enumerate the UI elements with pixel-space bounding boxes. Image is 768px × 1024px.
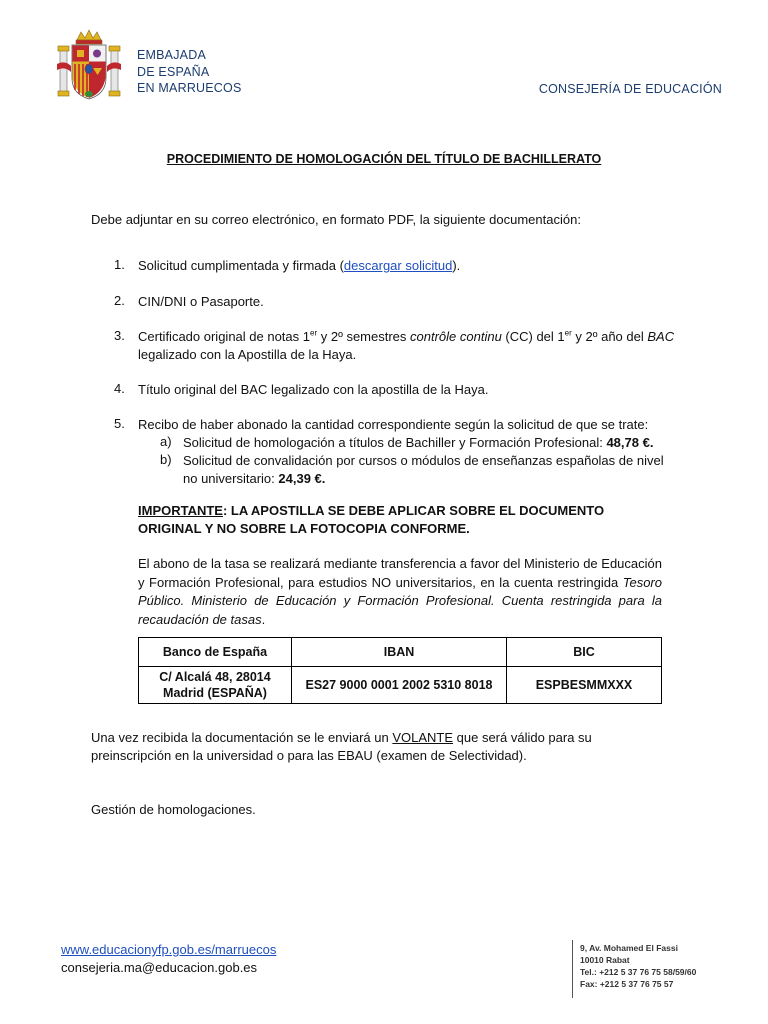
table-header: Banco de España xyxy=(139,638,292,667)
volante-paragraph xyxy=(91,729,671,765)
item-text: Solicitud cumplimentada y firmada ( xyxy=(138,258,344,273)
address-line: 9, Av. Mohamed El Fassi xyxy=(580,943,678,953)
table-row xyxy=(139,667,662,704)
table-header-row xyxy=(139,638,662,667)
list-item: Recibo de haber abonado la cantidad correspondiente según la solicitud de que se trate: xyxy=(138,417,649,432)
item-text: ). xyxy=(452,258,461,273)
sublist-letter: b) xyxy=(160,452,172,467)
closing-text: Gestión de homologaciones. xyxy=(91,802,256,817)
volante-text: que será válido para su preinscripción en la universidad o para las EBAU (examen de Selectividad). xyxy=(91,730,592,763)
list-number: 2. xyxy=(114,293,125,308)
embassy-line: EMBAJADA xyxy=(137,48,206,62)
item-text: no universitario: xyxy=(183,471,279,486)
table-cell: ES27 9000 0001 2002 5310 8018 xyxy=(292,667,507,704)
footer-divider xyxy=(572,940,573,998)
fee-amount: 48,78 €. xyxy=(606,435,654,450)
superscript: er xyxy=(310,328,318,338)
volante-text: Una vez recibida la documentación se le enviará un xyxy=(91,730,393,745)
superscript: er xyxy=(564,328,572,338)
list-item xyxy=(138,328,678,364)
important-text: : LA APOSTILLA SE DEBE APLICAR SOBRE EL DOCUMENTO ORIGINAL Y NO SOBRE LA FOTOCOPIA CONFORME. xyxy=(138,503,605,536)
address-line: Fax: +212 5 37 76 75 57 xyxy=(580,979,674,989)
fee-amount: 24,39 €. xyxy=(278,471,326,486)
email-address: consejeria.ma@educacion.gob.es xyxy=(61,960,258,975)
fee-text: El abono de la tasa se realizará mediante transferencia a favor del Ministerio de Educación y Formación Profesional, para estudios NO universitarios, en la cuenta restringida xyxy=(138,556,662,590)
important-notice xyxy=(138,502,668,538)
department-name: CONSEJERÍA DE EDUCACIÓN xyxy=(538,82,722,96)
embassy-line: DE ESPAÑA xyxy=(137,64,210,79)
important-label: IMPORTANTE xyxy=(138,503,223,518)
fee-paragraph xyxy=(138,555,662,629)
table-cell: ESPBESMMXXX xyxy=(507,667,662,704)
table-header: IBAN xyxy=(292,638,507,667)
list-number: 1. xyxy=(114,257,125,272)
embassy-name xyxy=(137,47,242,97)
embassy-line: EN MARRUECOS xyxy=(137,81,242,95)
sublist-item xyxy=(183,452,664,488)
item-text: legalizado con la Apostilla de la Haya. xyxy=(138,347,357,362)
website-link[interactable]: www.educacionyfp.gob.es/marruecos xyxy=(61,942,277,957)
item-italic: contrôle continu xyxy=(410,329,502,344)
item-text: Certificado original de notas 1 xyxy=(138,329,310,344)
item-italic: BAC xyxy=(647,329,675,344)
list-number: 5. xyxy=(114,416,125,431)
sublist-letter: a) xyxy=(160,434,172,449)
list-item xyxy=(138,257,460,275)
list-item: Título original del BAC legalizado con la apostilla de la Haya. xyxy=(138,382,489,397)
address-line: Tel.: +212 5 37 76 75 58/59/60 xyxy=(580,967,697,977)
item-text: (CC) del 1 xyxy=(501,329,565,344)
item-text: Solicitud de convalidación por cursos o módulos de enseñanzas españolas de nivel xyxy=(183,453,664,468)
sublist-item xyxy=(183,434,653,452)
bank-table xyxy=(138,637,662,704)
fee-text: . xyxy=(261,611,266,627)
coat-of-arms-icon xyxy=(57,28,121,102)
download-form-link[interactable]: descargar solicitud xyxy=(343,258,453,273)
page-title: PROCEDIMIENTO DE HOMOLOGACIÓN DEL TÍTULO DE BACHILLERATO xyxy=(166,152,602,166)
item-text: y 2º año del xyxy=(571,329,648,344)
table-header: BIC xyxy=(507,638,662,667)
list-number: 4. xyxy=(114,381,125,396)
intro-text: Debe adjuntar en su correo electrónico, en formato PDF, la siguiente documentación: xyxy=(91,212,581,227)
item-text: y 2º semestres xyxy=(317,329,411,344)
volante-word: VOLANTE xyxy=(392,730,454,745)
fee-italic: Tesoro Público. Ministerio de Educación y Formación Profesional. Cuenta restringida para la recaudación de tasas xyxy=(138,574,662,627)
table-cell: C/ Alcalá 48, 28014 Madrid (ESPAÑA) xyxy=(139,667,292,704)
footer-address xyxy=(580,942,696,990)
address-line: 10010 Rabat xyxy=(580,955,630,965)
list-number: 3. xyxy=(114,328,125,343)
list-item: CIN/DNI o Pasaporte. xyxy=(138,294,264,309)
item-text: Solicitud de homologación a títulos de Bachiller y Formación Profesional: xyxy=(183,435,607,450)
